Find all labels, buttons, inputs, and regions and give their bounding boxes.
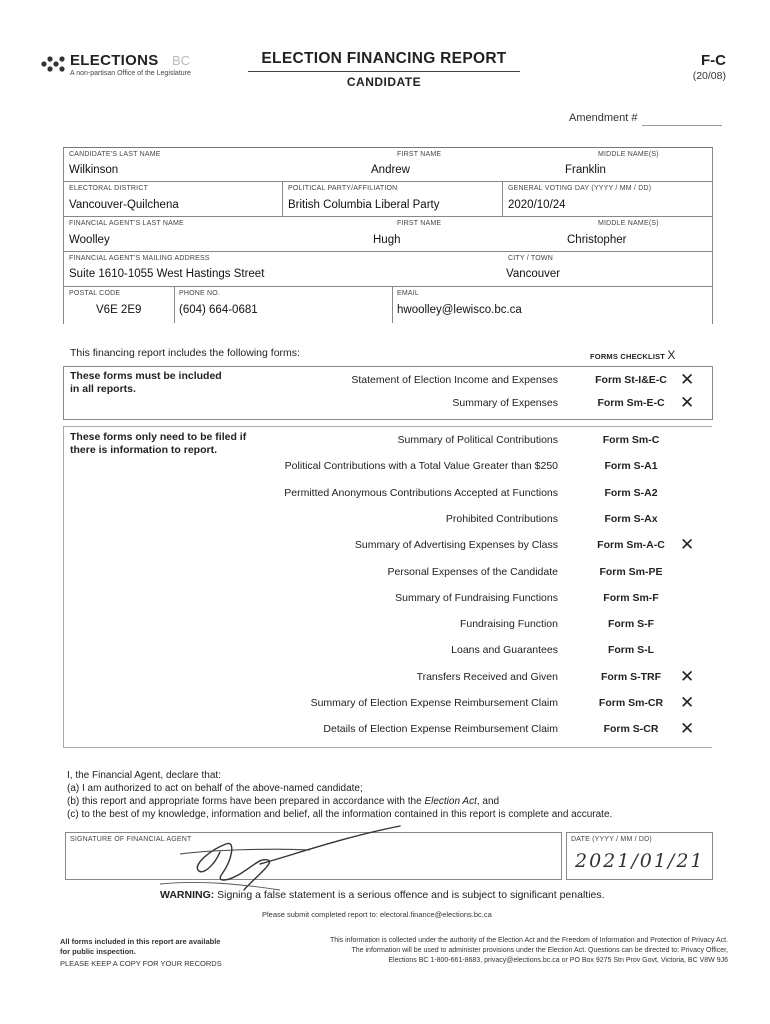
voting-day-field[interactable]: 2020/10/24 (508, 199, 566, 211)
form-description: Prohibited Contributions (445, 513, 558, 525)
candidate-first-name-label: FIRST NAME (397, 151, 442, 158)
election-act-title: Election Act (424, 796, 477, 807)
voting-day-label: GENERAL VOTING DAY (YYYY / MM / DD) (508, 185, 652, 192)
declaration-item-c: (c) to the best of my knowledge, information and belief, all the information contained in this report is complete and accurate. (67, 809, 613, 820)
electoral-district-field[interactable]: Vancouver-Quilchena (69, 199, 179, 211)
footer-privacy-notice: This information is collected under the authority of the Election Act and the Freedom of Information and Protection of Privacy Act. (329, 937, 728, 944)
form-description: Personal Expenses of the Candidate (387, 566, 558, 578)
form-code: Form Sm-CR (598, 697, 664, 709)
submit-instruction: Please submit completed report to: electoral.finance@elections.bc.ca (262, 910, 492, 919)
agent-first-name-label: FIRST NAME (397, 220, 442, 227)
id-row-divider (63, 181, 712, 182)
form-code: Form S-CR (603, 723, 659, 735)
checklist-header-label: FORMS CHECKLIST (590, 352, 666, 361)
form-checkbox[interactable]: ✕ (680, 719, 695, 738)
declaration-item-b-end: , and (476, 796, 500, 807)
phone-field[interactable]: (604) 664-0681 (179, 304, 258, 316)
id-col-divider (392, 286, 393, 323)
form-checkbox[interactable]: ✕ (680, 693, 695, 712)
agent-middle-name-label: MIDDLE NAME(S) (598, 220, 659, 227)
form-checkbox[interactable]: ✕ (680, 370, 695, 389)
form-description: Fundraising Function (459, 618, 558, 630)
id-row-divider (63, 251, 712, 252)
id-col-divider (282, 181, 283, 216)
date-label: DATE (YYYY / MM / DD) (571, 836, 652, 843)
form-checkbox[interactable]: ✕ (680, 535, 695, 554)
logo-suffix: BC (172, 53, 191, 68)
required-forms-note: These forms must be included in all reports. (70, 370, 222, 395)
electoral-district-label: ELECTORAL DISTRICT (69, 185, 149, 192)
warning-text: Signing a false statement is a serious offence and is subject to significant penalties. (217, 889, 605, 901)
form-code: F-C (701, 52, 726, 69)
form-checkbox[interactable]: ✕ (680, 393, 695, 412)
candidate-first-name-field[interactable]: Andrew (371, 164, 410, 176)
agent-first-name-field[interactable]: Hugh (373, 234, 401, 246)
footer-public-inspection-2: for public inspection. (60, 947, 136, 956)
amendment-label: Amendment # (569, 112, 638, 124)
footer-public-inspection: All forms included in this report are available (60, 937, 221, 946)
checklist-intro: This financing report includes the following forms: (70, 347, 300, 359)
report-title: ELECTION FINANCING REPORT (261, 50, 507, 67)
postal-code-field[interactable]: V6E 2E9 (96, 304, 142, 316)
declaration-intro: I, the Financial Agent, declare that: (67, 770, 221, 781)
form-code: Form Sm-A-C (597, 539, 665, 551)
elections-bc-logo (40, 50, 240, 84)
report-subtitle: CANDIDATE (346, 75, 422, 89)
declaration-item-a: (a) I am authorized to act on behalf of the above-named candidate; (67, 783, 363, 794)
form-code: Form S-A1 (604, 460, 658, 472)
form-code: Form S-Ax (604, 513, 658, 525)
form-description: Summary of Fundraising Functions (395, 592, 558, 604)
form-description: Summary of Political Contributions (397, 434, 558, 446)
candidate-last-name-field[interactable]: Wilkinson (69, 164, 119, 176)
form-description: Summary of Advertising Expenses by Class (354, 539, 558, 551)
logo-text: ELECTIONS (70, 52, 159, 69)
form-code: Form St-I&E-C (595, 374, 667, 386)
id-row-divider (63, 286, 712, 287)
email-field[interactable]: hwoolley@lewisco.bc.ca (397, 304, 522, 316)
candidate-middle-name-label: MIDDLE NAME(S) (598, 151, 659, 158)
agent-city-label: CITY / TOWN (508, 255, 553, 262)
form-description: Loans and Guarantees (451, 644, 558, 656)
candidate-middle-name-field[interactable]: Franklin (565, 164, 606, 176)
form-checkbox[interactable]: ✕ (680, 667, 695, 686)
form-code: Form S-A2 (604, 487, 658, 499)
agent-last-name-label: FINANCIAL AGENT'S LAST NAME (69, 220, 184, 227)
form-description: Summary of Expenses (452, 397, 558, 409)
form-version: (20/08) (692, 70, 726, 82)
id-col-divider (174, 286, 175, 323)
checklist-header-mark: X (667, 348, 676, 362)
phone-label: PHONE NO. (179, 290, 221, 297)
logo-dots-icon (40, 54, 68, 74)
footer-privacy-notice-2: The information will be used to administer provisions under the Election Act. Questions can be directed to: Privacy Officer, (351, 947, 728, 954)
party-label: POLITICAL PARTY/AFFILIATION (288, 185, 398, 192)
declaration-item-b-text: (b) this report and appropriate forms have been prepared in accordance with the (67, 796, 422, 807)
form-code: Form Sm-PE (599, 566, 663, 578)
form-code: Form S-L (607, 644, 655, 656)
form-code: Form Sm-E-C (597, 397, 665, 409)
form-description: Statement of Election Income and Expenses (351, 374, 558, 386)
handwritten-signature (140, 820, 460, 900)
footer-contact: Elections BC 1-800-661-8683, privacy@elections.bc.ca or PO Box 9275 Stn Prov Govt, Victoria, BC V8W 9J6 (388, 957, 728, 964)
logo-tagline: A non-partisan Office of the Legislature (70, 70, 191, 77)
agent-last-name-field[interactable]: Woolley (69, 234, 110, 246)
form-code: Form Sm-C (602, 434, 660, 446)
declaration-item-b (67, 796, 499, 807)
postal-code-label: POSTAL CODE (69, 290, 121, 297)
agent-city-field[interactable]: Vancouver (506, 268, 561, 280)
date-value: 2021/01/21 (575, 850, 705, 872)
form-description: Transfers Received and Given (416, 671, 558, 683)
form-code: Form S-F (607, 618, 655, 630)
id-row-divider (63, 216, 712, 217)
form-description: Political Contributions with a Total Value Greater than $250 (284, 460, 558, 472)
party-field[interactable]: British Columbia Liberal Party (288, 199, 440, 211)
optional-forms-note: These forms only need to be filed if there is information to report. (70, 431, 247, 456)
form-code: Form Sm-F (603, 592, 659, 604)
checklist-header (590, 348, 676, 362)
agent-middle-name-field[interactable]: Christopher (567, 234, 627, 246)
agent-address-field[interactable]: Suite 1610-1055 West Hastings Street (69, 268, 265, 280)
form-description: Summary of Election Expense Reimbursement Claim (310, 697, 558, 709)
form-code: Form S-TRF (600, 671, 662, 683)
warning-label: WARNING: (160, 889, 215, 901)
form-description: Permitted Anonymous Contributions Accepted at Functions (284, 487, 558, 499)
warning (160, 889, 605, 901)
form-description: Details of Election Expense Reimbursement Claim (323, 723, 558, 735)
agent-address-label: FINANCIAL AGENT'S MAILING ADDRESS (69, 255, 210, 262)
footer-keep-copy: PLEASE KEEP A COPY FOR YOUR RECORDS (60, 959, 222, 968)
amendment-field[interactable] (642, 125, 722, 126)
email-label: EMAIL (397, 290, 420, 297)
id-col-divider (502, 181, 503, 216)
title-underline (248, 71, 520, 72)
candidate-last-name-label: CANDIDATE'S LAST NAME (69, 151, 161, 158)
signature-label: SIGNATURE OF FINANCIAL AGENT (70, 836, 192, 843)
